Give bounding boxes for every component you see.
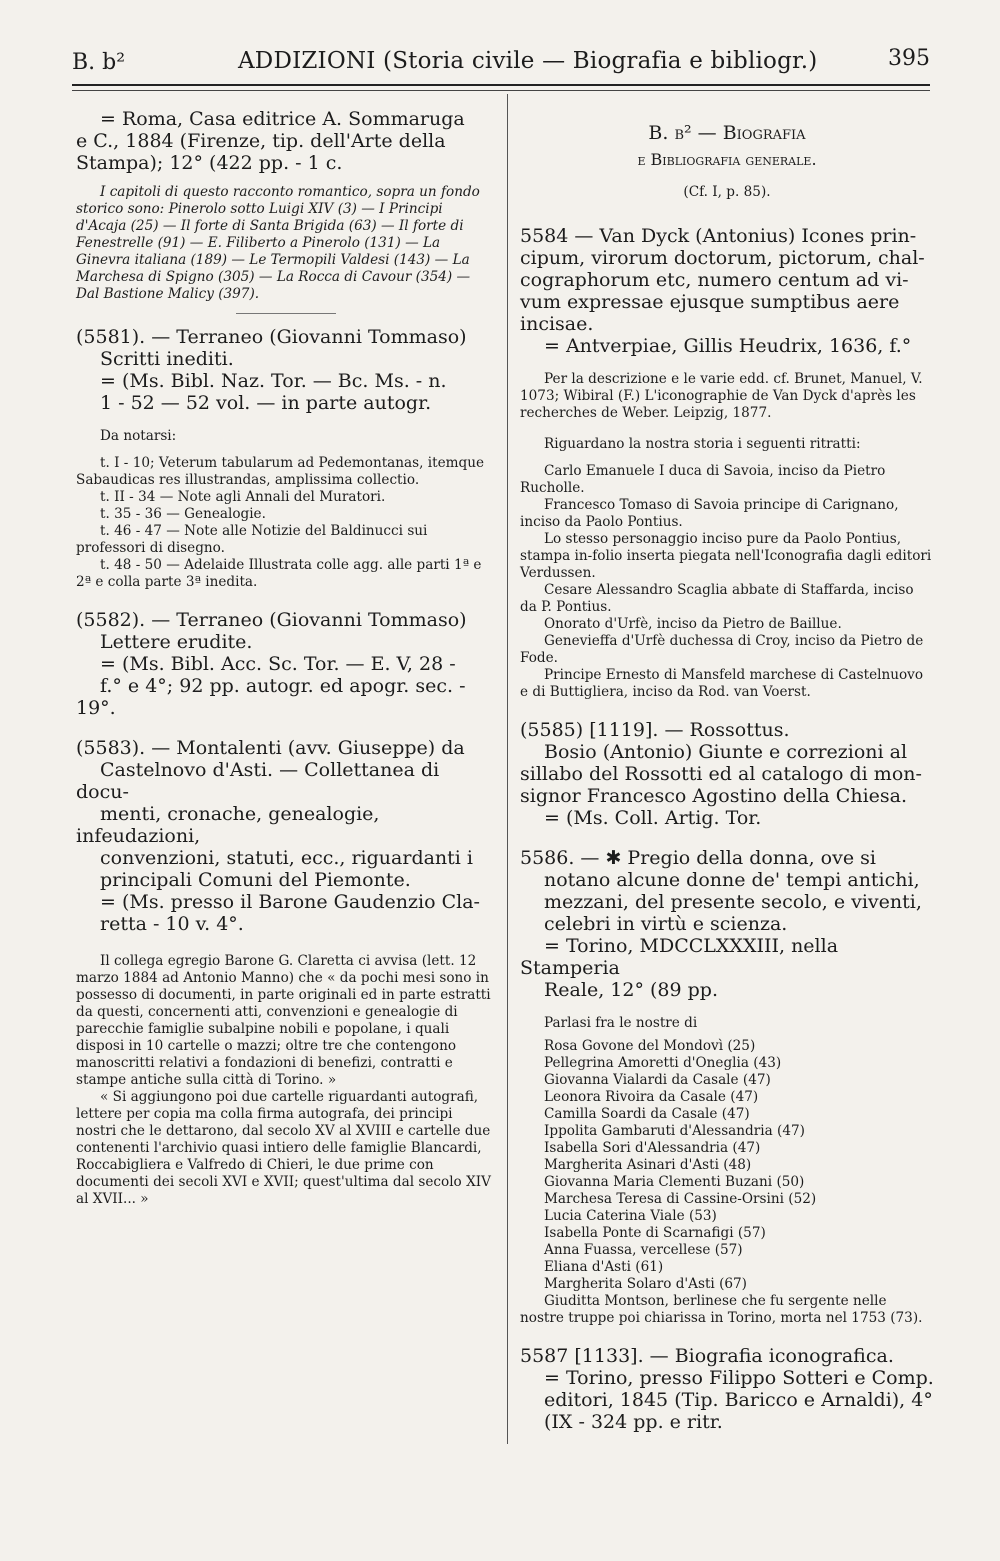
portrait-line: Genevieffa d'Urfè duchessa di Croy, inciso da Pietro de Fode. bbox=[520, 633, 924, 666]
entry-note: Parlasi fra le nostre di bbox=[544, 1015, 698, 1031]
entry-imprint-line: = Torino, MDCCLXXXIII, nella Stamperia bbox=[520, 935, 839, 979]
note-label: Da notarsi: bbox=[100, 428, 177, 444]
page-number: 395 bbox=[888, 46, 930, 71]
entry-5583-heading: (5583). — Montalenti (avv. Giuseppe) da bbox=[76, 737, 465, 759]
entry-5584-heading: 5584 — Van Dyck (Antonius) Icones prin- bbox=[520, 225, 917, 247]
note-line: t. II - 34 — Note agli Annali del Muratori. bbox=[100, 489, 386, 505]
entry-5581-heading: (5581). — Terraneo (Giovanni Tommaso) bbox=[76, 326, 467, 348]
entry-5585-heading: (5585) [1119]. — Rossottus. bbox=[520, 719, 790, 741]
list-item: Camilla Soardi da Casale (47) bbox=[544, 1106, 750, 1122]
list-item: Isabella Sori d'Alessandria (47) bbox=[544, 1140, 761, 1156]
entry-title-line: Castelnovo d'Asti. — Collettanea di docu- bbox=[76, 759, 440, 803]
entry-continuation: = Roma, Casa editrice A. Sommaruga bbox=[100, 108, 465, 130]
entry-imprint-line: = Torino, presso Filippo Sotteri e Comp. bbox=[544, 1367, 934, 1389]
entry-title-line: principali Comuni del Piemonte. bbox=[100, 869, 411, 891]
entry-title-line: Bosio (Antonio) Giunte e correzioni al bbox=[544, 741, 908, 763]
left-column bbox=[76, 108, 496, 1208]
right-column bbox=[520, 108, 934, 1433]
entry-5586-heading: 5586. — ✱ Pregio della donna, ove si bbox=[520, 847, 876, 869]
list-item: Isabella Ponte di Scarnafigi (57) bbox=[544, 1225, 766, 1241]
entry-title-line: sillabo del Rossotti ed al catalogo di mon- bbox=[520, 763, 922, 785]
entry-title-line: Lettere erudite. bbox=[100, 631, 253, 653]
section-heading-line2: e Bibliografia generale. bbox=[637, 150, 817, 169]
entry-note: Il collega egregio Barone G. Claretta ci avvisa (lett. 12 marzo 1884 ad Antonio Manno) che « da pochi mesi sono in possesso di documenti, in parte originali ed in parte estratti da questi, concernenti atti, convenzioni e genealogie di parecchie famiglie subalpine nobili e popolane, i quali disposi in 10 cartelle o mazzi; oltre tre che contengono manoscritti relativi a fondazioni di benefizi, contratti e stampe antiche sulla città di Torino. » bbox=[76, 953, 491, 1088]
list-item: Margherita Asinari d'Asti (48) bbox=[544, 1157, 752, 1173]
entry-imprint-line: = Antverpiae, Gillis Heudrix, 1636, f.° bbox=[544, 335, 912, 357]
portrait-line: Carlo Emanuele I duca di Savoia, inciso da Pietro Rucholle. bbox=[520, 463, 886, 496]
entry-title-line: menti, cronache, genealogie, infeudazioni, bbox=[76, 803, 380, 847]
separator bbox=[236, 313, 336, 314]
section-code: B. b² bbox=[72, 50, 126, 75]
entry-note: Per la descrizione e le varie edd. cf. Brunet, Manuel, V. 1073; Wibiral (F.) L'iconographie de Van Dyck d'après les recherches de Weber. Leipzig, 1877. bbox=[520, 371, 923, 421]
note-line: t. I - 10; Veterum tabularum ad Pedemontanas, itemque Sabaudicas res illustrandas, amplissima collectio. bbox=[76, 455, 485, 488]
list-item: Marchesa Teresa di Cassine-Orsini (52) bbox=[544, 1191, 817, 1207]
entry-title-line: vum expressae ejusque sumptibus aere bbox=[520, 291, 900, 313]
section-reference: (Cf. I, p. 85). bbox=[683, 184, 771, 200]
entry-5587-heading: 5587 [1133]. — Biografia iconografica. bbox=[520, 1345, 894, 1367]
entry-title-line: cipum, virorum doctorum, pictorum, chal- bbox=[520, 247, 925, 269]
list-item: Giovanna Maria Clementi Buzani (50) bbox=[544, 1174, 805, 1190]
note-line: t. 35 - 36 — Genealogie. bbox=[100, 506, 266, 522]
entry-imprint-line: = (Ms. Coll. Artig. Tor. bbox=[544, 807, 762, 829]
entry-imprint-line: 1 - 52 — 52 vol. — in parte autogr. bbox=[100, 392, 432, 414]
portrait-line: Cesare Alessandro Scaglia abbate di Staffarda, inciso da P. Pontius. bbox=[520, 582, 914, 615]
entry-imprint-line: = (Ms. Bibl. Acc. Sc. Tor. — E. V, 28 - bbox=[100, 653, 456, 675]
list-item: Eliana d'Asti (61) bbox=[544, 1259, 664, 1275]
entry-note: Riguardano la nostra storia i seguenti ritratti: bbox=[544, 436, 861, 452]
running-title: ADDIZIONI (Storia civile — Biografia e bibliogr.) bbox=[238, 48, 818, 74]
entry-imprint-line: Reale, 12° (89 pp. bbox=[544, 979, 718, 1001]
portrait-line: Lo stesso personaggio inciso pure da Paolo Pontius, stampa in-folio inserta piegata nell'Iconografia dagli editori Verdussen. bbox=[520, 531, 932, 581]
entry-title-line: cographorum etc, numero centum ad vi- bbox=[520, 269, 909, 291]
list-item: Rosa Govone del Mondovì (25) bbox=[544, 1038, 756, 1054]
entry-title-line: celebri in virtù e scienza. bbox=[544, 913, 788, 935]
header-rule-thin bbox=[72, 90, 930, 91]
entry-imprint-line: = (Ms. presso il Barone Gaudenzio Cla- bbox=[100, 891, 480, 913]
list-item: Anna Fuassa, vercellese (57) bbox=[544, 1242, 743, 1258]
entry-title-line: Scritti inediti. bbox=[100, 348, 234, 370]
portrait-line: Principe Ernesto di Mansfeld marchese di Castelnuovo e di Buttigliera, inciso da Rod. van Voerst. bbox=[520, 667, 924, 700]
header-rule bbox=[72, 84, 930, 86]
list-item: Pellegrina Amoretti d'Oneglia (43) bbox=[544, 1055, 782, 1071]
list-item: Giovanna Vialardi da Casale (47) bbox=[544, 1072, 771, 1088]
entry-5582-heading: (5582). — Terraneo (Giovanni Tommaso) bbox=[76, 609, 467, 631]
list-item: Lucia Caterina Viale (53) bbox=[544, 1208, 717, 1224]
note-line: t. 46 - 47 — Note alle Notizie del Baldinucci sui professori di disegno. bbox=[76, 523, 428, 556]
entry-continuation-line: Stampa); 12° (422 pp. - 1 c. bbox=[76, 152, 343, 174]
entry-title-line: signor Francesco Agostino della Chiesa. bbox=[520, 785, 908, 807]
entry-title-line: mezzani, del presente secolo, e viventi, bbox=[544, 891, 922, 913]
entry-title-line: notano alcune donne de' tempi antichi, bbox=[544, 869, 920, 891]
entry-title-line: incisae. bbox=[520, 313, 594, 335]
portrait-line: Francesco Tomaso di Savoia principe di Carignano, inciso da Paolo Pontius. bbox=[520, 497, 899, 530]
list-item: Ippolita Gambaruti d'Alessandria (47) bbox=[544, 1123, 805, 1139]
entry-imprint-line: retta - 10 v. 4°. bbox=[100, 913, 244, 935]
entry-note: I capitoli di questo racconto romantico, sopra un fondo storico sono: Pinerolo sotto Luigi XIV (3) — I Principi d'Acaja (25) — Il forte di Santa Brigida (63) — Il forte di Fenestrelle (91) — E. Filiberto a Pinerolo (131) — La Ginevra italiana (189) — Le Termopili Valdesi (143) — La Marchesa di Spigno (305) — La Rocca di Cavour (354) — Dal Bastione Malicy (397). bbox=[76, 184, 480, 302]
entry-imprint-line: (IX - 324 pp. e ritr. bbox=[544, 1411, 723, 1433]
entry-continuation-line: e C., 1884 (Firenze, tip. dell'Arte della bbox=[76, 130, 446, 152]
column-divider bbox=[507, 94, 508, 1444]
entry-imprint-line: editori, 1845 (Tip. Baricco e Arnaldi), 4° bbox=[544, 1389, 933, 1411]
entry-note: « Si aggiungono poi due cartelle riguardanti autografi, lettere per copia ma colla firma autografa, dei principi nostri che le dettarono, dal secolo XV al XVIII e cartelle due contenenti l'archivio quasi intiero delle famiglie Blancardi, Roccabigliera e Valfredo di Chieri, le due prime con documenti dei secoli XVI e XVII; quest'ultima dal secolo XIV al XVII... » bbox=[76, 1089, 491, 1207]
running-header bbox=[72, 44, 930, 80]
entry-title-line: convenzioni, statuti, ecc., riguardanti i bbox=[100, 847, 473, 869]
entry-imprint-line: f.° e 4°; 92 pp. autogr. ed apogr. sec. - 19°. bbox=[76, 675, 466, 719]
note-line: t. 48 - 50 — Adelaide Illustrata colle agg. alle parti 1ª e 2ª e colla parte 3ª inedita. bbox=[76, 557, 482, 590]
women-list bbox=[520, 1038, 934, 1293]
list-item: Leonora Rivoira da Casale (47) bbox=[544, 1089, 759, 1105]
section-heading: B. b² — Biografia bbox=[648, 122, 806, 144]
list-item: Margherita Solaro d'Asti (67) bbox=[544, 1276, 747, 1292]
portrait-line: Onorato d'Urfè, inciso da Pietro de Baillue. bbox=[544, 616, 842, 632]
list-item-last: Giuditta Montson, berlinese che fu sergente nelle nostre truppe poi chiarissa in Torino, morta nel 1753 (73). bbox=[520, 1293, 923, 1326]
entry-imprint-line: = (Ms. Bibl. Naz. Tor. — Bc. Ms. - n. bbox=[100, 370, 447, 392]
